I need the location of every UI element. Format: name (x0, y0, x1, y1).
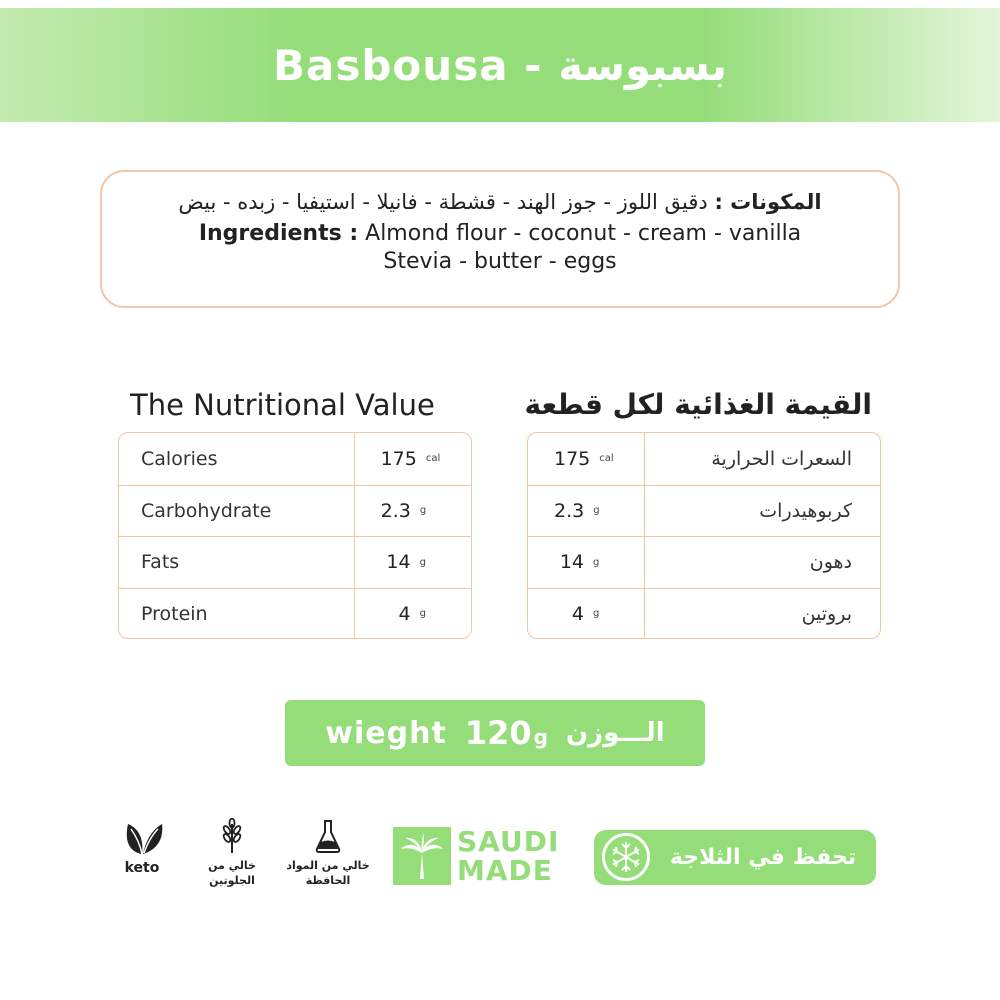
nutrient-value-cell (354, 589, 471, 640)
table-row (119, 433, 471, 485)
nutrient-value: 2.3 (380, 499, 411, 522)
ingredients-english-line2: Stevia - butter - eggs (383, 249, 617, 274)
ingredients-box (100, 170, 900, 308)
table-row (528, 536, 880, 588)
nutrient-value: 14 (559, 551, 584, 574)
weight-badge (285, 700, 705, 766)
keto-label: keto (124, 860, 160, 876)
preservative-free-label-line1: خالي من المواد (286, 859, 370, 872)
preservative-free-label-line2: الحافظة (305, 874, 351, 887)
refrigerate-badge (594, 830, 876, 885)
nutrient-unit: g (593, 556, 600, 568)
nutrient-unit: g (419, 608, 426, 620)
nutrient-value-cell (354, 486, 471, 537)
ingredients-english (132, 220, 868, 276)
saudi-made-logo (393, 827, 563, 885)
nutrient-unit: g (419, 505, 427, 517)
gluten-free-label-line2: الجلوتين (209, 874, 255, 887)
ingredients-english-line1: Almond flour - coconut - cream - vanilla (365, 221, 802, 246)
table-row (528, 433, 880, 485)
nutrient-name: Calories (141, 447, 218, 470)
nutrition-table-english (118, 432, 472, 639)
snowflake-icon (602, 833, 650, 881)
nutrient-name: Protein (141, 602, 208, 625)
nutrient-value: 2.3 (554, 499, 585, 522)
title-banner (0, 8, 1000, 122)
nutrient-unit: cal (599, 453, 614, 465)
saudi-made-line2: MADE (457, 854, 553, 887)
ingredients-arabic-label: المكونات : (714, 190, 822, 214)
nutrient-value-cell (528, 486, 645, 537)
table-row (119, 485, 471, 537)
gluten-free-label-line1: خالي من (208, 859, 256, 872)
leaf-icon (120, 818, 164, 856)
keto-badge (112, 818, 172, 876)
nutrient-unit: cal (425, 453, 441, 465)
preservative-free-badge (285, 818, 371, 888)
nutrient-value-cell (528, 589, 645, 640)
nutrient-unit: g (419, 556, 426, 568)
table-row (119, 588, 471, 640)
nutrient-name: دهون (809, 551, 852, 574)
weight-value: 120 (464, 714, 532, 752)
weight-unit: g (533, 725, 548, 749)
nutrient-value: 4 (571, 602, 584, 625)
nutrition-table-arabic (527, 432, 881, 639)
nutrient-unit: g (593, 505, 600, 517)
nutrient-value: 14 (386, 551, 411, 574)
nutrient-value: 4 (398, 602, 411, 625)
weight-label-arabic: الـــوزن (565, 718, 665, 748)
table-row (528, 588, 880, 640)
table-row (119, 536, 471, 588)
ingredients-arabic-text: دقيق اللوز - جوز الهند - قشطة - فانيلا - استيفيا - زبده - بيض (178, 190, 708, 214)
nutrition-title-arabic: القيمة الغذائية لكل قطعة (524, 388, 872, 421)
ingredients-english-label: Ingredients : (198, 221, 359, 246)
wheat-icon (220, 818, 244, 854)
nutrient-unit: g (593, 608, 600, 620)
nutrient-name: بروتين (801, 602, 852, 625)
nutrient-value-cell (354, 537, 471, 588)
refrigerate-label: تحفظ في الثلاجة (669, 845, 857, 870)
nutrient-name: Carbohydrate (141, 499, 272, 522)
gluten-free-badge (200, 818, 264, 888)
nutrient-value-cell (354, 433, 471, 485)
product-title: Basbousa - بسبوسة (273, 40, 727, 90)
saudi-made-line1: SAUDI (457, 825, 560, 858)
flask-icon (313, 818, 343, 854)
nutrition-title-english: The Nutritional Value (130, 388, 435, 422)
nutrient-value: 175 (380, 447, 417, 470)
saudi-made-text (457, 827, 559, 885)
palm-tree-icon (393, 827, 451, 885)
nutrient-name: السعرات الحرارية (711, 447, 852, 470)
ingredients-arabic (132, 186, 868, 218)
nutrient-name: Fats (141, 551, 180, 574)
nutrient-value-cell (528, 433, 645, 485)
weight-label-english: wieght (325, 715, 447, 751)
nutrient-value-cell (528, 537, 645, 588)
nutrient-name: كربوهيدرات (759, 499, 852, 522)
table-row (528, 485, 880, 537)
nutrient-value: 175 (554, 447, 591, 470)
